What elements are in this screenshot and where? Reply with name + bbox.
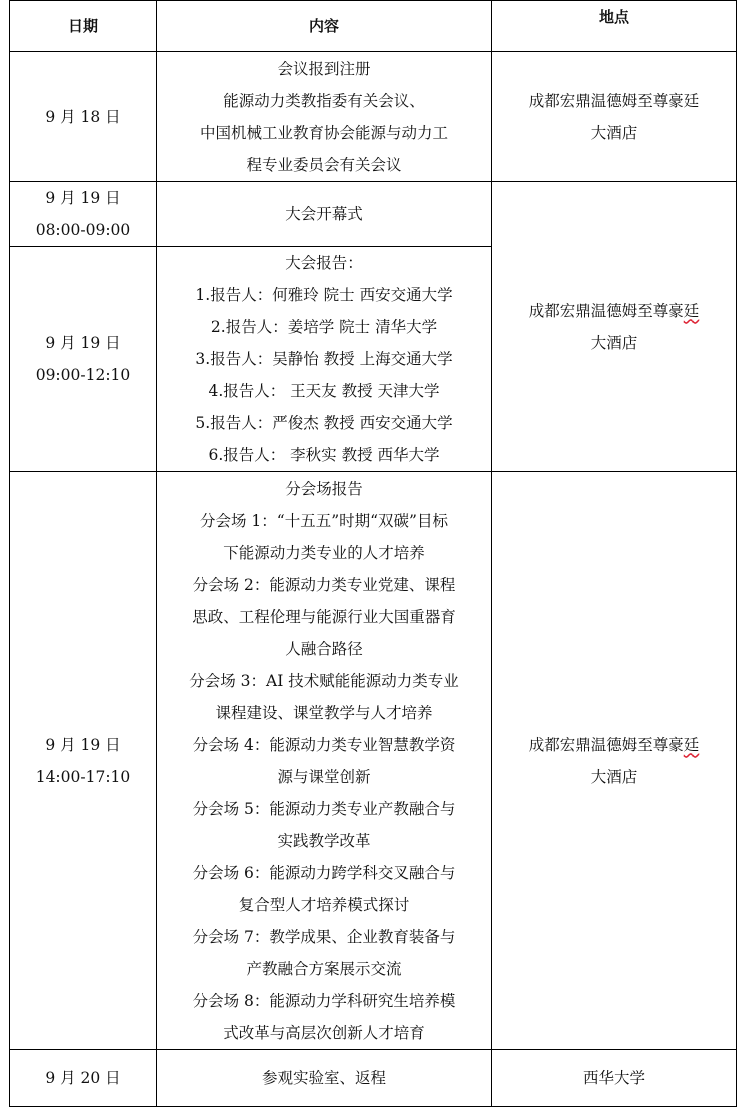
row5-content: 参观实验室、返程	[157, 1050, 492, 1107]
location-line: 大酒店	[590, 333, 638, 352]
session-line: 复合型人才培养模式探讨	[238, 895, 410, 914]
row-return	[10, 1050, 737, 1107]
sessions-title: 分会场报告	[285, 479, 363, 498]
session-line: 式改革与高层次创新人才培育	[223, 1023, 425, 1042]
header-location: 地点	[492, 1, 737, 52]
row1-content-line: 能源动力类教指委有关会议、	[223, 91, 425, 110]
location-line: 大酒店	[590, 767, 638, 786]
location-line	[492, 729, 736, 761]
row-opening	[10, 182, 737, 247]
row5-location: 西华大学	[492, 1050, 737, 1107]
header-row	[10, 1, 737, 52]
location-part: 廷	[683, 301, 700, 320]
speaker-item: 3.报告人：吴静怡 教授 上海交通大学	[195, 350, 453, 368]
session-line: 分会场 1：“十五五”时期“双碳”目标	[200, 511, 448, 530]
row4-date	[10, 472, 157, 1050]
speaker-item: 5.报告人：严俊杰 教授 西安交通大学	[195, 414, 453, 432]
session-line: 思政、工程伦理与能源行业大国重器育	[192, 607, 456, 626]
session-line: 源与课堂创新	[277, 767, 371, 786]
row2-date	[10, 182, 157, 247]
row1-content-line: 中国机械工业教育协会能源与动力工	[199, 123, 448, 142]
plenary-title: 大会报告：	[285, 254, 363, 272]
date-line: 9 月 19 日	[45, 334, 121, 352]
session-line: 分会场 5：能源动力类专业产教融合与	[192, 799, 456, 818]
header-content: 内容	[157, 1, 492, 52]
row3-content	[157, 247, 492, 472]
speaker-item: 6.报告人： 李秋实 教授 西华大学	[208, 446, 440, 464]
session-line: 分会场 4：能源动力类专业智慧教学资	[192, 735, 456, 754]
session-line: 分会场 8：能源动力学科研究生培养模	[192, 991, 456, 1010]
header-date: 日期	[10, 1, 157, 52]
speaker-item: 2.报告人：姜培学 院士 清华大学	[210, 318, 438, 336]
row1-location	[492, 52, 737, 182]
speaker-item: 4.报告人： 王天友 教授 天津大学	[208, 382, 440, 400]
location-part: 廷	[683, 735, 700, 754]
schedule-table	[9, 0, 737, 1107]
row2-content: 大会开幕式	[157, 182, 492, 247]
row23-location	[492, 182, 737, 472]
date-line: 9 月 19 日	[45, 735, 121, 754]
row1-content	[157, 52, 492, 182]
row-sessions	[10, 472, 737, 1050]
row1-content-line: 程专业委员会有关会议	[246, 155, 402, 174]
row1-content-line: 会议报到注册	[277, 59, 371, 78]
session-line: 分会场 7：教学成果、企业教育装备与	[192, 927, 456, 946]
session-line: 分会场 6：能源动力跨学科交叉融合与	[192, 863, 456, 882]
location-part: 成都宏鼎温德姆至尊豪	[528, 301, 684, 320]
session-line: 产教融合方案展示交流	[246, 959, 402, 978]
time-line: 14:00-17:10	[35, 767, 131, 786]
time-line: 09:00-12:10	[35, 366, 131, 384]
session-line: 人融合路径	[285, 639, 363, 658]
session-line: 分会场 2：能源动力类专业党建、课程	[192, 575, 456, 594]
session-line: 下能源动力类专业的人才培养	[223, 543, 425, 562]
row4-content	[157, 472, 492, 1050]
speaker-item: 1.报告人：何雅玲 院士 西安交通大学	[195, 286, 453, 304]
session-line: 分会场 3：AI 技术赋能能源动力类专业	[189, 671, 459, 690]
row5-date: 9 月 20 日	[10, 1050, 157, 1107]
location-line: 成都宏鼎温德姆至尊豪廷	[528, 91, 700, 110]
row1-date: 9 月 18 日	[10, 52, 157, 182]
session-line: 课程建设、课堂教学与人才培养	[215, 703, 433, 722]
row-registration	[10, 52, 737, 182]
location-line	[492, 295, 736, 327]
location-line: 大酒店	[590, 123, 638, 142]
row4-location	[492, 472, 737, 1050]
location-part: 成都宏鼎温德姆至尊豪	[528, 735, 684, 754]
time-line: 08:00-09:00	[35, 221, 131, 239]
session-line: 实践教学改革	[277, 831, 371, 850]
row3-date	[10, 247, 157, 472]
date-line: 9 月 19 日	[45, 189, 121, 207]
